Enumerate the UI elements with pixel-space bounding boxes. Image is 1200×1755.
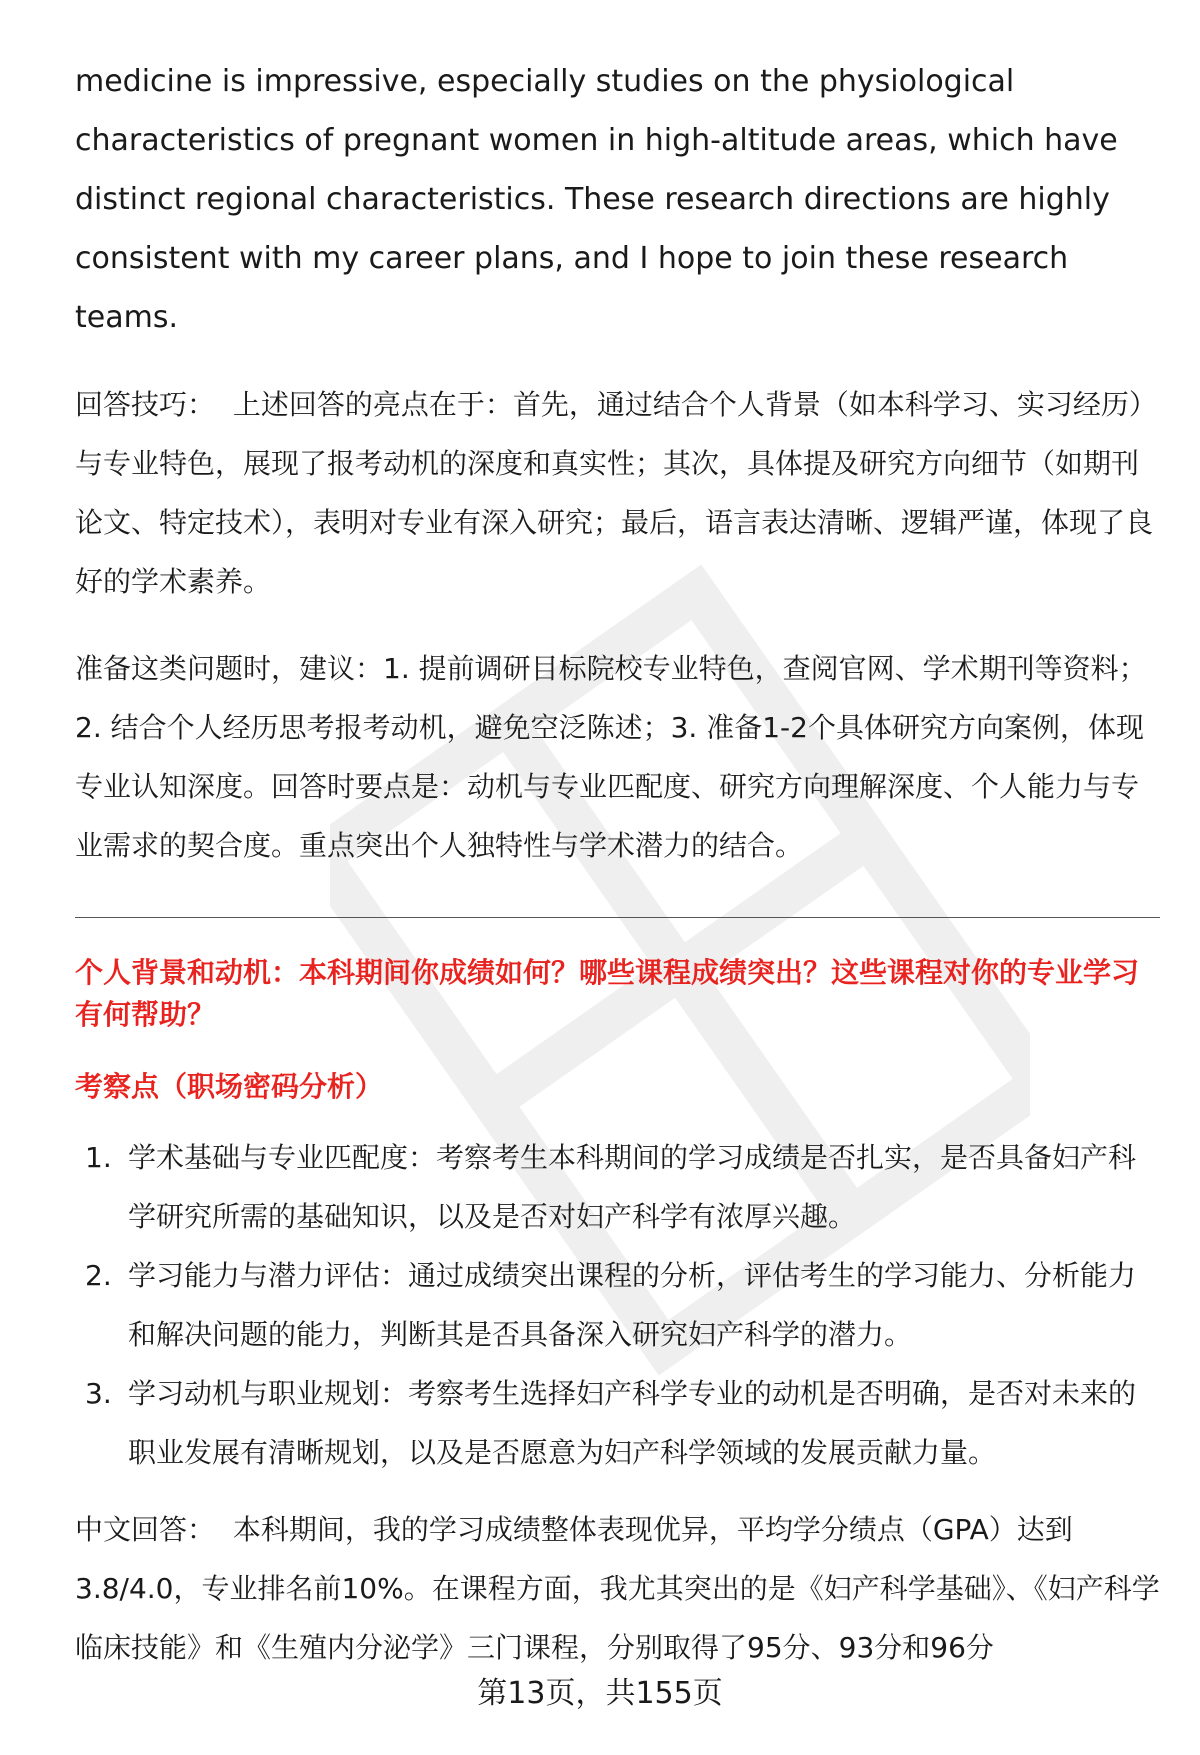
tips-label: 回答技巧： [75, 388, 216, 421]
advice-paragraph: 准备这类问题时，建议：1. 提前调研目标院校专业特色，查阅官网、学术期刊等资料；2. 结合个人经历思考报考动机，避免空泛陈述；3. 准备1-2个具体研究方向案例，体现专业认知深度。回答时要点是：动机与专业匹配度、研究方向理解深度、个人能力与专业需求的契合度。重点突出个人独特性与学术潜力的结合。 [75, 652, 1147, 862]
list-number: 1. [85, 1141, 112, 1174]
page-number-footer: 第13页，共155页 [477, 1676, 723, 1711]
answer-paragraph [75, 1500, 1160, 1677]
question-heading: 个人背景和动机：本科期间你成绩如何？哪些课程成绩突出？这些课程对你的专业学习有何帮助？ [75, 956, 1140, 1031]
answer-text: 本科期间，我的学习成绩整体表现优异，平均学分绩点（GPA）达到3.8/4.0，专业排名前10%。在课程方面，我尤其突出的是《妇产科学基础》、《妇产科学临床技能》和《生殖内分泌学》三门课程，分别取得了95分、93分和96分 [75, 1513, 1160, 1664]
tips-text: 上述回答的亮点在于：首先，通过结合个人背景（如本科学习、实习经历）与专业特色，展现了报考动机的深度和真实性；其次，具体提及研究方向细节（如期刊论文、特定技术），表明对专业有深入研究；最后，语言表达清晰、逻辑严谨，体现了良好的学术素养。 [75, 388, 1157, 598]
list-number: 3. [85, 1377, 112, 1410]
list-item [75, 1128, 1160, 1246]
answer-label: 中文回答： [75, 1513, 216, 1546]
section-divider [75, 917, 1160, 918]
list-item [75, 1364, 1160, 1482]
list-item-text: 学习动机与职业规划：考察考生选择妇产科学专业的动机是否明确，是否对未来的职业发展有清晰规划，以及是否愿意为妇产科学领域的发展贡献力量。 [128, 1377, 1137, 1469]
document-page [75, 52, 1160, 1705]
list-item [75, 1246, 1160, 1364]
list-item-text: 学术基础与专业匹配度：考察考生本科期间的学习成绩是否扎实，是否具备妇产科学研究所需的基础知识，以及是否对妇产科学有浓厚兴趣。 [128, 1141, 1137, 1233]
intro-paragraph: medicine is impressive, especially studies on the physiological characteristics of pregnant women in high-altitude areas, which have distinct regional characteristics. These research directions are highly consistent with my career plans, and I hope to join these research teams. [75, 64, 1118, 335]
tips-paragraph [75, 375, 1160, 611]
analysis-list [75, 1128, 1160, 1482]
list-item-text: 学习能力与潜力评估：通过成绩突出课程的分析，评估考生的学习能力、分析能力和解决问题的能力，判断其是否具备深入研究妇产科学的潜力。 [128, 1259, 1137, 1351]
list-number: 2. [85, 1259, 112, 1292]
analysis-heading: 考察点（职场密码分析） [75, 1070, 384, 1103]
